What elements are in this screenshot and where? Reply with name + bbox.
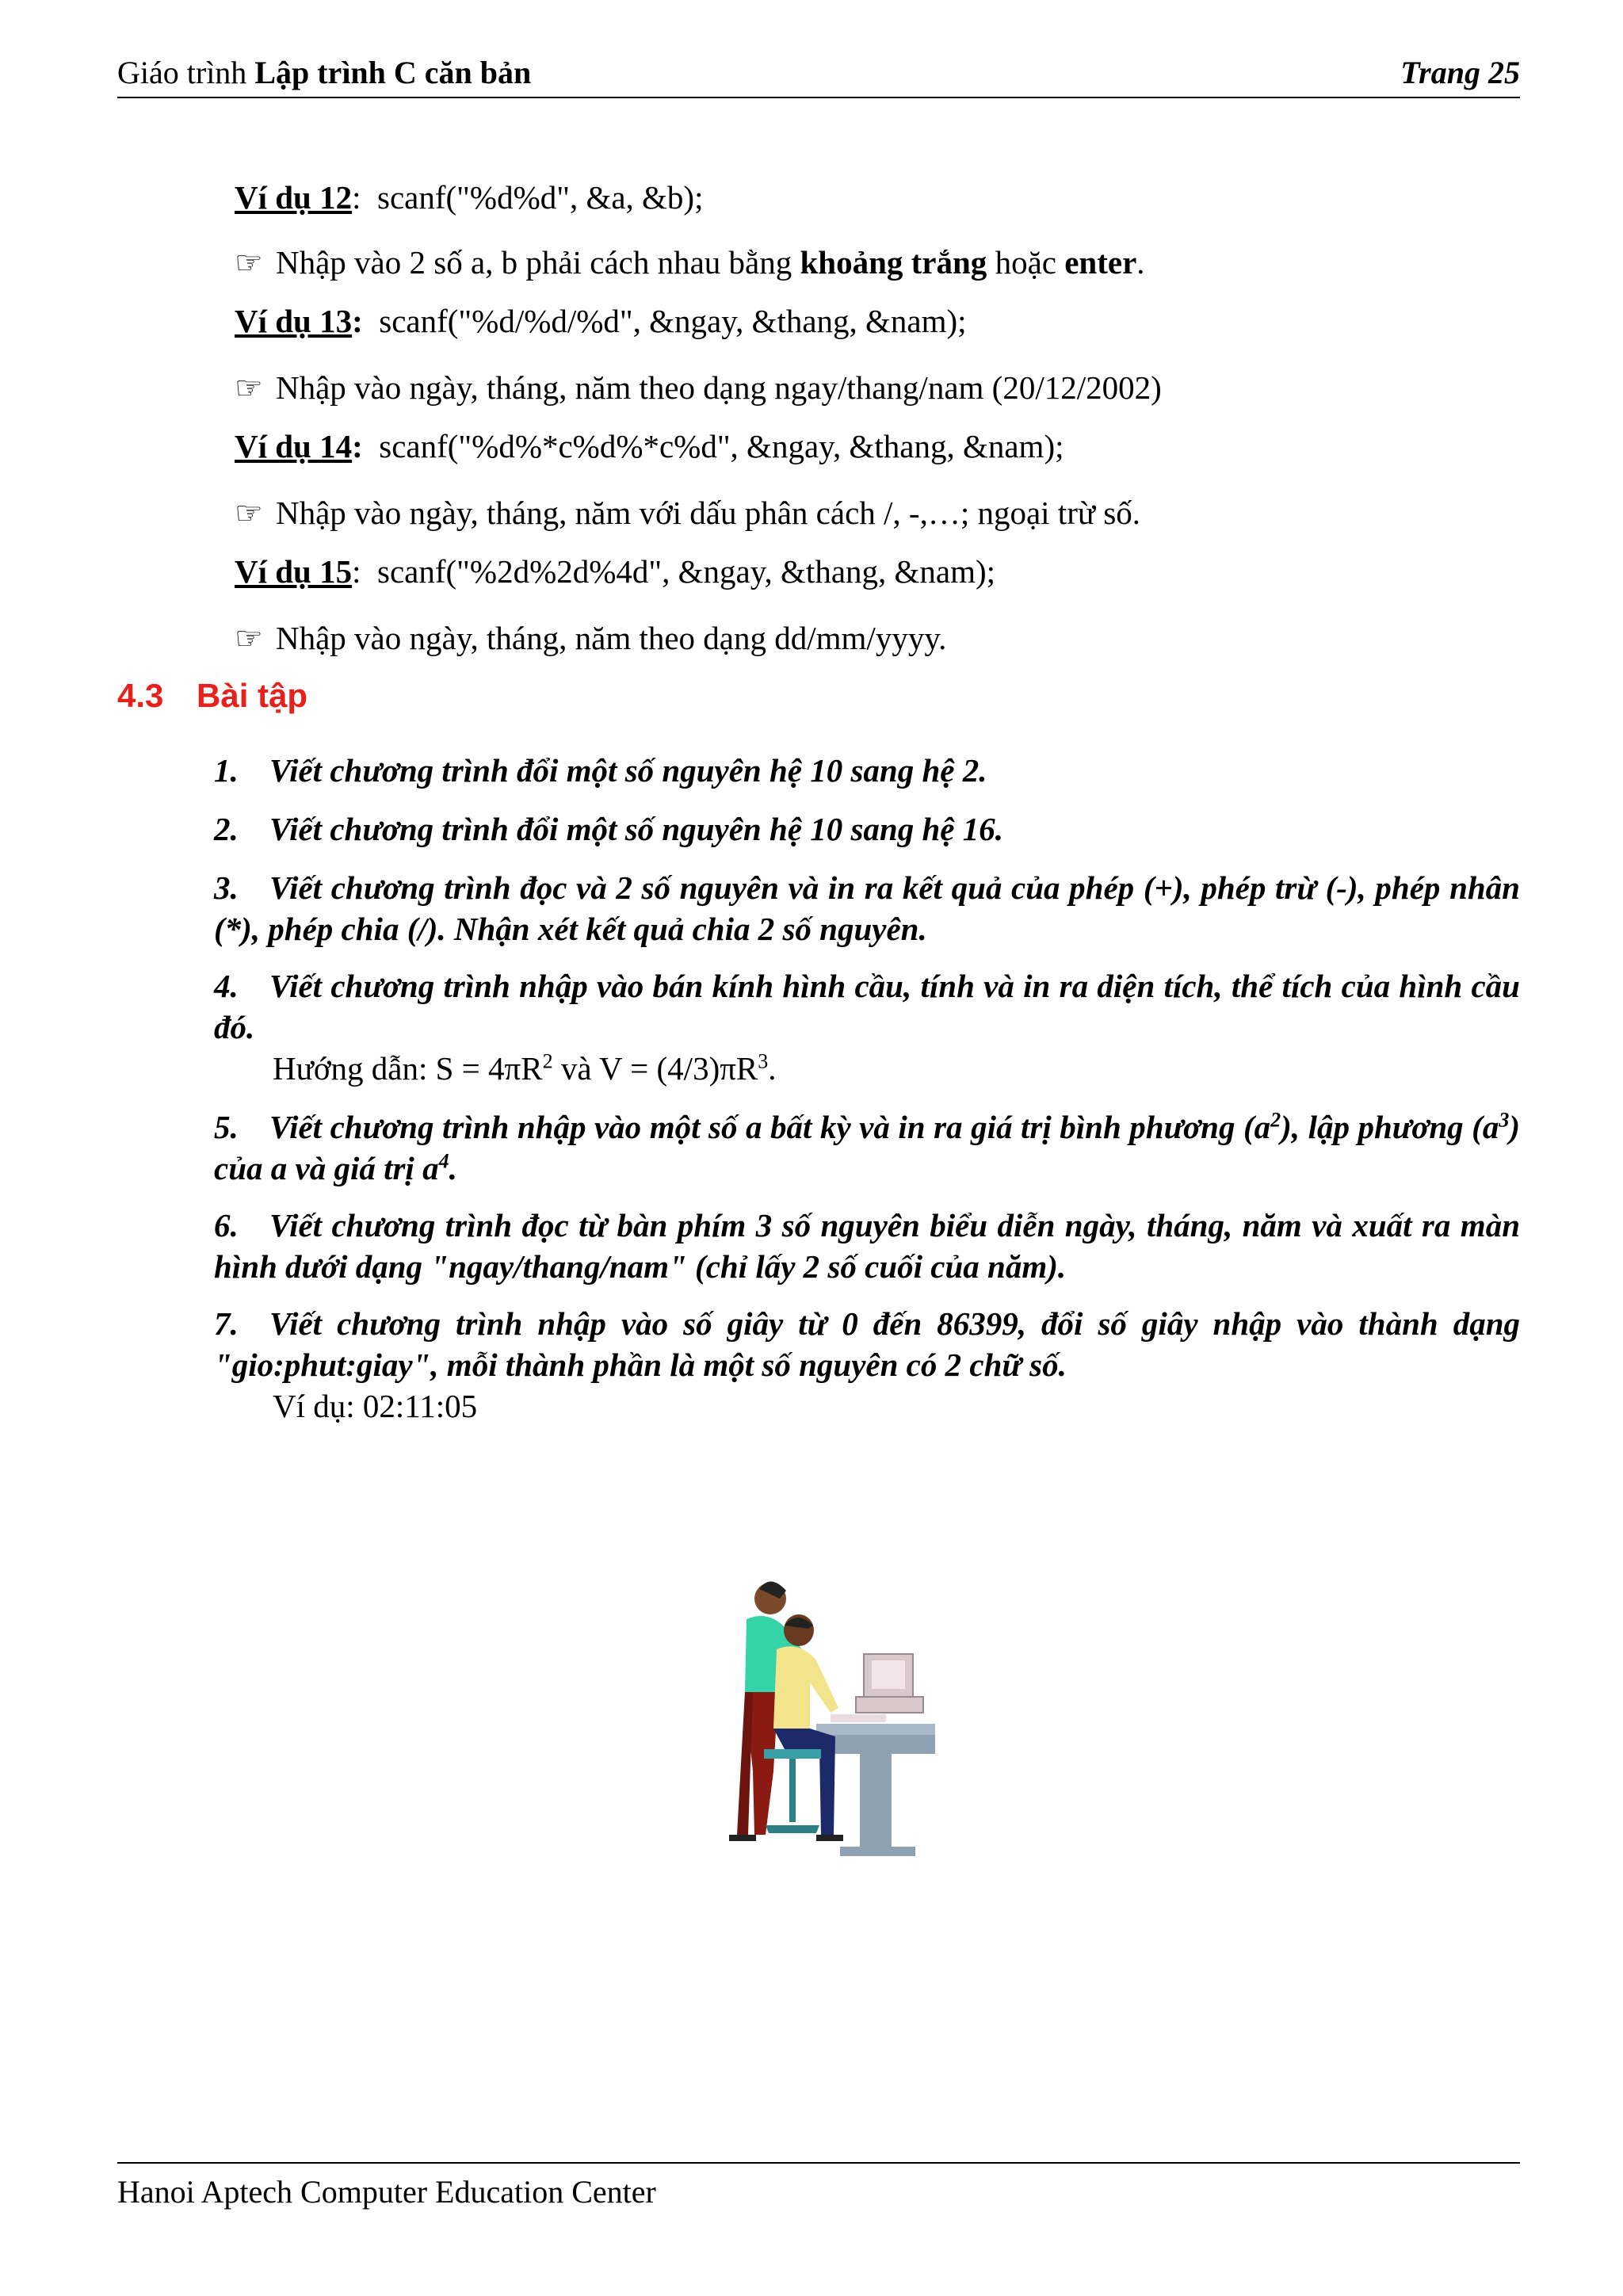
example-15: Ví dụ 15: scanf("%2d%2d%4d", &ngay, &thang, &nam); xyxy=(235,553,996,590)
section-number: 4.3 xyxy=(117,677,164,714)
exercise-5: 5. Viết chương trình nhập vào một số a bất kỳ và in ra giá trị bình phương $(a^2)$, lập phương $(a^3)$ của a và giá trị $a^4$. xyxy=(214,1108,1520,1186)
student-shoes xyxy=(816,1835,843,1841)
student-pants xyxy=(773,1729,835,1835)
header-course: Giáo trình Lập trình C căn bản xyxy=(117,55,532,90)
example-label: Ví dụ 13 xyxy=(235,303,353,339)
teacher-shoes xyxy=(729,1835,756,1841)
example-code: scanf("%d/%d/%d", &ngay, &thang, &nam); xyxy=(379,303,967,339)
chair-seat xyxy=(764,1749,821,1759)
monitor-screen xyxy=(872,1660,905,1689)
student-shirt xyxy=(773,1646,838,1729)
exercise-2: 2. Viết chương trình đổi một số nguyên hệ 10 sang hệ 16. xyxy=(214,811,1003,847)
exercise-7: 7. Viết chương trình nhập vào số giây từ 0 đến 86399, đổi số giây nhập vào thành dạng "gio:phut:giay", mỗi thành phần là một số nguyên có 2 chữ số. xyxy=(214,1305,1520,1383)
example-13-note: ☞ Nhập vào ngày, tháng, năm theo dạng ngay/thang/nam (20/12/2002) xyxy=(235,366,1162,410)
example-12-note: ☞ Nhập vào 2 số a, b phải cách nhau bằng khoảng trắng hoặc enter. xyxy=(235,241,1145,285)
example-label: Ví dụ 12 xyxy=(235,179,353,216)
footer-rule xyxy=(117,2162,1520,2164)
example-12: Ví dụ 12: scanf("%d%d", &a, &b); xyxy=(235,179,704,216)
keyboard xyxy=(831,1714,886,1722)
section-heading xyxy=(117,674,307,718)
page-header xyxy=(117,51,1520,95)
exercise-3: 3. Viết chương trình đọc và 2 số nguyên và in ra kết quả của phép (+), phép trừ (-), phép nhân (*), phép chia (/). Nhận xét kết quả chia 2 số nguyên. xyxy=(214,869,1520,947)
example-code: scanf("%d%d", &a, &b); xyxy=(377,179,704,216)
chair-post xyxy=(789,1759,796,1822)
header-page-number: Trang 25 xyxy=(1400,55,1520,90)
teacher-student-computer-illustration xyxy=(697,1573,935,1866)
example-code: scanf("%2d%2d%4d", &ngay, &thang, &nam); xyxy=(377,553,996,590)
header-rule xyxy=(117,97,1520,98)
exercise-4: 4. Viết chương trình nhập vào bán kính hình cầu, tính và in ra diện tích, thể tích của hình cầu đó. xyxy=(214,968,1520,1045)
section-title: Bài tập xyxy=(197,677,308,714)
desk-top xyxy=(816,1724,935,1735)
exercise-6: 6. Viết chương trình đọc từ bàn phím 3 số nguyên biểu diễn ngày, tháng, năm và xuất ra màn hình dưới dạng "ngay/thang/nam" (chỉ lấy 2 số cuối của năm). xyxy=(214,1207,1520,1285)
teacher-pants-back xyxy=(737,1692,753,1835)
desk-leg xyxy=(860,1754,892,1849)
pointing-hand-icon: ☞ xyxy=(235,621,263,656)
example-label: Ví dụ 14 xyxy=(235,428,353,464)
exercise-7-hint: Ví dụ: 02:11:05 xyxy=(273,1388,478,1424)
desk-foot xyxy=(840,1847,915,1856)
exercise-1: 1. Viết chương trình đổi một số nguyên hệ 10 sang hệ 2. xyxy=(214,752,987,789)
computer-base xyxy=(856,1697,923,1713)
header-course-title: Lập trình C căn bản xyxy=(254,55,532,90)
chair-base xyxy=(766,1825,819,1833)
example-15-note: ☞ Nhập vào ngày, tháng, năm theo dạng dd/mm/yyyy. xyxy=(235,617,946,660)
pointing-hand-icon: ☞ xyxy=(235,245,263,281)
example-14-note: ☞ Nhập vào ngày, tháng, năm với dấu phân cách /, -,…; ngoại trừ số. xyxy=(235,491,1140,535)
example-13: Ví dụ 13: scanf("%d/%d/%d", &ngay, &thang, &nam); xyxy=(235,303,967,339)
example-code: scanf("%d%*c%d%*c%d", &ngay, &thang, &nam); xyxy=(379,428,1064,464)
example-label: Ví dụ 15 xyxy=(235,553,353,590)
pointing-hand-icon: ☞ xyxy=(235,370,263,406)
pointing-hand-icon: ☞ xyxy=(235,495,263,531)
example-14: Ví dụ 14: scanf("%d%*c%d%*c%d", &ngay, &thang, &nam); xyxy=(235,428,1064,464)
page-footer: Hanoi Aptech Computer Education Center xyxy=(117,2174,656,2210)
exercise-4-hint: Hướng dẫn: $S = 4\pi R^2$ và $V = (4/3)\pi R^3$. xyxy=(273,1049,777,1087)
